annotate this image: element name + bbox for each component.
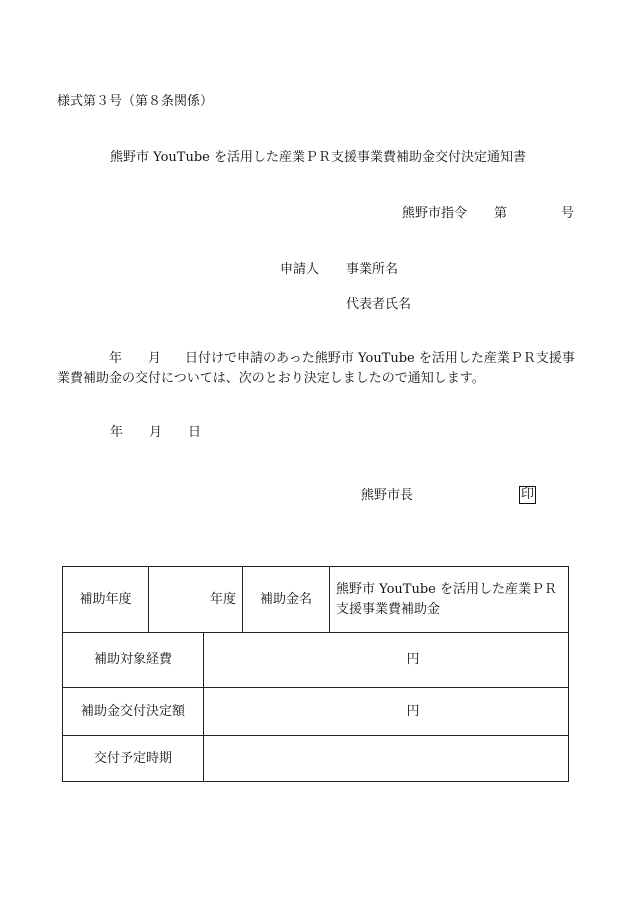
notice-issuer: 熊野市指令	[402, 206, 468, 221]
grant-name-value: 熊野市 YouTube を活用した産業ＰＲ支援事業費補助金	[330, 567, 569, 633]
body-year: 年	[109, 351, 123, 366]
applicant-label: 申請人	[280, 262, 320, 277]
office-name-label: 事業所名	[346, 262, 399, 277]
representative-label: 代表者氏名	[346, 297, 412, 312]
scheduled-period-label: 交付予定時期	[63, 736, 204, 782]
table-row	[63, 688, 569, 736]
body-month: 月	[148, 351, 162, 366]
table-row	[63, 633, 569, 688]
form-number: 様式第３号（第８条関係）	[57, 94, 214, 109]
eligible-cost-unit: 円	[204, 633, 569, 688]
seal-mark: 印	[521, 487, 535, 502]
date-month: 月	[149, 425, 163, 440]
decided-amount-label: 補助金交付決定額	[63, 688, 204, 736]
table-row	[63, 567, 569, 633]
grant-name-label: 補助金名	[243, 567, 330, 633]
decided-amount-unit: 円	[204, 688, 569, 736]
fiscal-year-unit: 年度	[149, 567, 243, 633]
date-year: 年	[110, 425, 124, 440]
fiscal-year-label: 補助年度	[63, 567, 149, 633]
document-title: 熊野市 YouTube を活用した産業ＰＲ支援事業費補助金交付決定通知書	[110, 150, 526, 165]
grant-table	[62, 566, 569, 782]
notice-go: 号	[561, 206, 575, 221]
body-text: 日付けで申請のあった熊野市 YouTube を活用した産業ＰＲ支援事業費補助金の交付については、次のとおり決定しましたので通知します。	[57, 351, 575, 386]
signer-label: 熊野市長	[361, 488, 414, 503]
table-row	[63, 736, 569, 782]
eligible-cost-label: 補助対象経費	[63, 633, 204, 688]
notice-body	[57, 349, 577, 389]
notice-dai: 第	[494, 206, 508, 221]
scheduled-period-value	[204, 736, 569, 782]
date-day: 日	[188, 425, 202, 440]
